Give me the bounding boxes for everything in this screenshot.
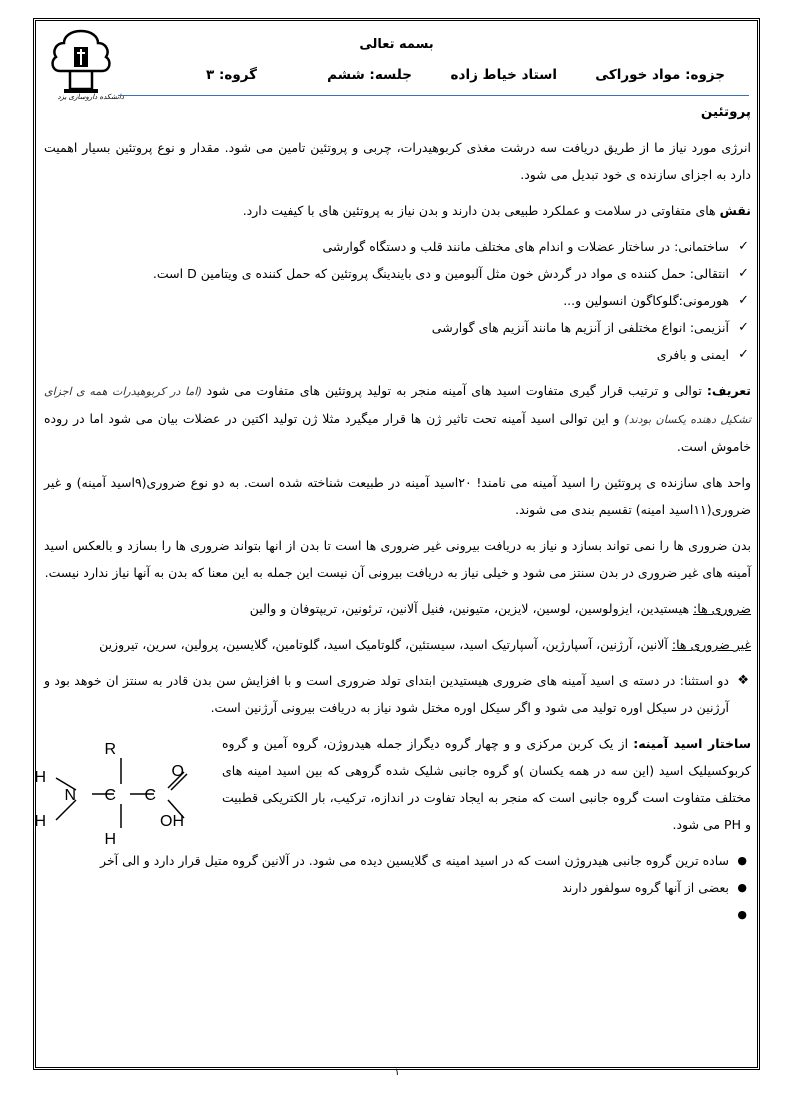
diamond-bullet-icon: ❖ — [737, 673, 749, 688]
list-item — [44, 901, 751, 928]
course-title: جزوه: مواد خوراکی — [595, 67, 725, 83]
instructor-name: استاد خیاط زاده — [450, 67, 557, 83]
check-icon: ✓ — [738, 347, 749, 362]
definition-note: (اما در کربوهیدرات همه ی اجزای تشکیل دهنده یکسان بودند) — [44, 385, 751, 426]
header-divider — [118, 95, 749, 96]
document-body — [34, 99, 751, 928]
atom-h-alpha: H — [104, 831, 116, 848]
session-label: جلسه: ششم — [327, 67, 412, 83]
page-number: ۱ — [394, 1067, 400, 1078]
nonessential-list: غیر ضروری ها: آلانین، آرژنین، آسپارژین، آسپارتیک اسید، سیستئین، گلوتامیک اسید، گلوتامین، گلایسین، پرولین، سرین، تیروزین — [99, 637, 751, 652]
exception-list — [44, 667, 751, 721]
atom-c-carboxyl: C — [144, 787, 156, 804]
atom-oh: OH — [160, 813, 184, 830]
roles-list — [44, 233, 751, 368]
essential-explain-paragraph: بدن ضروری ها را نمی تواند بسازد و نیاز به دریافت بیرونی غیر ضروری ها است تا بدن از انها بتواند ضروری ها را بسازد و بالعکس اسید آمینه های غیر ضروری در بدن سنتز می شود و خیلی نیاز به دریافت بیرونی آن نیست این جمله به این معنا که بدن به آنها نیاز ندارد نیست. — [44, 538, 751, 580]
structure-label: ساختار اسید آمینه: — [633, 736, 751, 751]
section-title: پروتئین — [700, 104, 751, 120]
atom-h-top: H — [34, 769, 46, 786]
units-paragraph: واحد های سازنده ی پروتئین را اسید آمینه می نامند! ۲۰اسید آمینه در طبیعت شناخته شده است. به دو نوع ضروری(۹اسید آمینه) و غیر ضروری(۱۱اسید امینه) تقسیم بندی می شوند. — [44, 475, 751, 517]
structure-section — [34, 730, 751, 848]
atom-r: R — [104, 741, 116, 758]
roles-paragraph — [44, 197, 751, 224]
check-icon: ✓ — [738, 320, 749, 335]
structure-paragraph: ساختار اسید آمینه: از یک کربن مرکزی و و چهار گروه دیگراز جمله هیدروژن، گروه آمین و گروه کربوکسیلیک اسید (این سه در همه یکسان )و گروه جانبی شلیک شده گروهی که بین اسید امینه های مختلف متفاوت است گروه جانبی است که منجر به ایجاد تفاوت در اندازه، ترکیب، بار الکتریکی قطبیت و PH می شود. — [222, 736, 751, 832]
list-item: ● ساده ترین گروه جانبی هیدروژن است که در اسید امینه ی گلایسین دیده می شود. در آلانین گروه متیل قرار دارد و الی آخر — [44, 847, 751, 874]
roles-text: های متفاوتی در سلامت و عملکرد طبیعی بدن دارند و بدن نیاز به پروتئین های با کیفیت دارد. — [242, 203, 720, 218]
check-icon: ✓ — [738, 266, 749, 281]
atom-h-bottom: H — [34, 813, 46, 830]
page-header — [36, 21, 757, 99]
bullet-icon: ● — [737, 854, 747, 867]
definition-label: تعریف: — [706, 383, 751, 398]
check-icon: ✓ — [738, 293, 749, 308]
list-item: ✓ ایمنی و بافری — [44, 341, 751, 368]
atom-o: O — [171, 763, 184, 780]
list-item: ✓ ساختمانی: در ساختار عضلات و اندام های مختلف مانند قلب و دستگاه گوارشی — [44, 233, 751, 260]
logo-caption: دانشکده داروسازی یزد — [57, 93, 124, 101]
definition-paragraph: تعریف: توالی و ترتیب قرار گیری متفاوت اسید های آمینه منجر به تولید پروتئین های متفاوت می شود (اما در کربوهیدرات همه ی اجزای تشکیل دهنده یکسان بودند) و این توالی اسید آمینه تحت تاثیر ژن ها قرار میگیرد مثلا ژن تولید اکتین در عضلات بیان می شود اما در روده خاموش است. — [44, 383, 751, 454]
bullet-icon: ● — [737, 881, 747, 894]
intro-paragraph: انرژی مورد نیاز ما از طریق دریافت سه درشت مغذی کربوهیدرات، چربی و پروتئین تامین می شود. مقدار و نوع پروتئین بسیار اهمیت دارد به اجزای سازنده ی خود تبدیل می شود. — [44, 140, 751, 182]
check-icon: ✓ — [738, 239, 749, 254]
page-frame — [33, 18, 760, 1070]
atom-c-alpha: C — [104, 787, 116, 804]
list-item: ✓ آنزیمی: انواع مختلفی از آنزیم ها مانند آنزیم های گوارشی — [44, 314, 751, 341]
list-item: ● بعضی از آنها گروه سولفور دارند — [44, 874, 751, 901]
atom-n: N — [64, 787, 76, 804]
list-item: ❖ دو استثنا: در دسته ی اسید آمینه های ضروری هیستیدین ابتدای تولد ضروری است و با افزایش سن بدن قادر به سنتز ان خوهد بود و آرژنین در سیکل اوره تولید می شود و اگر سیکل اوره مختل شود نیاز به دریافت بیرونی آرژنین است. — [44, 667, 751, 721]
essential-list: ضروری ها: هیستیدین، ایزولوسین، لوسین، لایزین، متیونین، فنیل آلانین، ترئونین، تریپتوفان و والین — [249, 601, 751, 616]
basmala: بسمه تعالی — [359, 37, 434, 52]
roles-label: نقش — [719, 203, 751, 218]
bullet-icon: ● — [737, 908, 747, 921]
amino-acid-structure-diagram — [34, 738, 214, 848]
group-label: گروه: ۳ — [206, 67, 257, 83]
essential-label: ضروری ها: — [693, 601, 751, 616]
list-item: ✓ هورمونی:گلوکاگون انسولین و... — [44, 287, 751, 314]
list-item: ✓ انتقالی: حمل کننده ی مواد در گردش خون مثل آلبومین و دی بایندینگ پروتئین که حمل کننده ی ویتامین D است. — [44, 260, 751, 287]
nonessential-label: غیر ضروری ها: — [671, 637, 751, 652]
sidechain-list — [44, 847, 751, 928]
